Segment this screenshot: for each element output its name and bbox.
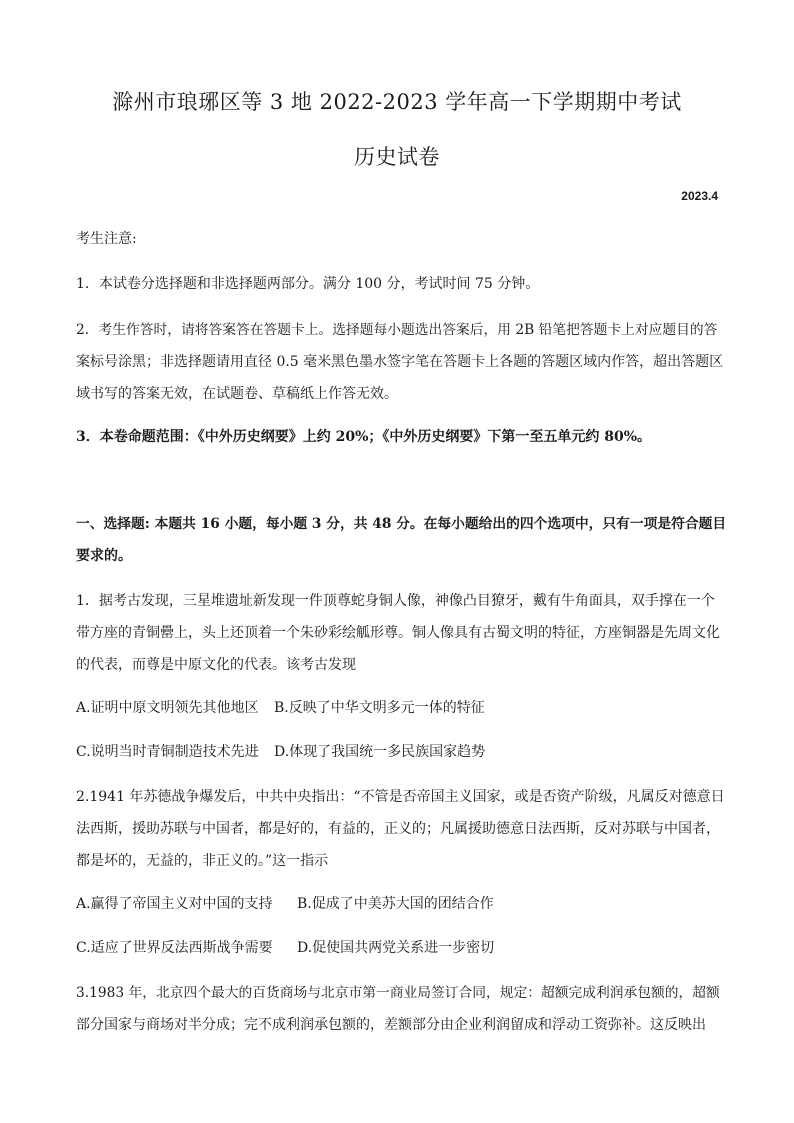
notice-item-3: 3．本卷命题范围：《中外历史纲要》上约 20%；《中外历史纲要》下第一至五单元约 80%。 (76, 429, 652, 445)
section-heading-line-2: 要求的。 (76, 548, 132, 564)
exam-date: 2023.4 (681, 189, 718, 203)
q1-option-a[interactable]: A.证明中原文明领先其他地区 (76, 700, 259, 716)
q2-option-a[interactable]: A.赢得了帝国主义对中国的支持 (76, 896, 273, 912)
q2-option-b[interactable]: B.促成了中美苏大国的团结合作 (297, 896, 494, 912)
q1-option-b[interactable]: B.反映了中华文明多元一体的特征 (274, 700, 485, 716)
q1-stem-line-3: 的代表，而尊是中原文化的代表。该考古发现 (76, 657, 356, 673)
q2-stem-line-1: 2.1941 年苏德战争爆发后，中共中央指出：“不管是否帝国主义国家，或是否资产阶级，凡属反对德意日 (76, 789, 725, 805)
q2-option-d[interactable]: D.促使国共两党关系进一步密切 (297, 940, 495, 956)
q1-option-c[interactable]: C.说明当时青铜制造技术先进 (76, 744, 259, 760)
q1-stem-line-2: 带方座的青铜罍上，头上还顶着一个朱砂彩绘觚形尊。铜人像具有古蜀文明的特征，方座铜器是先周文化 (76, 625, 720, 641)
notice-item-1: 1．本试卷分选择题和非选择题两部分。满分 100 分，考试时间 75 分钟。 (76, 276, 540, 292)
q3-stem-line-1: 3.1983 年，北京四个最大的百货商场与北京市第一商业局签订合同，规定：超额完成利润承包额的，超额 (76, 985, 720, 1001)
q1-option-d[interactable]: D.体现了我国统一多民族国家趋势 (274, 744, 486, 760)
q2-option-c[interactable]: C.适应了世界反法西斯战争需要 (76, 940, 273, 956)
notice-item-2-line-3: 域书写的答案无效，在试题卷、草稿纸上作答无效。 (76, 386, 398, 402)
section-heading-line-1: 一、选择题: 本题共 16 小题，每小题 3 分，共 48 分。在每小题给出的四个选项中，只有一项是符合题目 (76, 516, 727, 532)
notice-item-2-line-2: 案标号涂黑；非选择题请用直径 0.5 毫米黑色墨水签字笔在答题卡上各题的答题区域内作答，超出答题区 (76, 354, 724, 370)
exam-subtitle: 历史试卷 (354, 145, 440, 169)
exam-title: 滁州市琅琊区等 3 地 2022-2023 学年高一下学期期中考试 (112, 90, 682, 114)
notice-heading: 考生注意: (76, 231, 137, 247)
q2-stem-line-2: 法西斯，援助苏联与中国者，都是好的，有益的，正义的；凡属援助德意日法西斯，反对苏联与中国者， (76, 821, 720, 837)
q3-stem-line-2: 部分国家与商场对半分成；完不成利润承包额的，差额部分由企业利润留成和浮动工资弥补。这反映出 (76, 1017, 706, 1033)
q2-stem-line-3: 都是坏的，无益的，非正义的。”这一指示 (76, 853, 329, 869)
notice-item-2-line-1: 2．考生作答时，请将答案答在答题卡上。选择题每小题选出答案后，用 2B 铅笔把答题卡上对应题目的答 (76, 322, 718, 338)
q1-stem-line-1: 1．据考古发现，三星堆遗址新发现一件顶尊蛇身铜人像，神像凸目獠牙，戴有牛角面具，双手撑在一个 (76, 593, 715, 609)
